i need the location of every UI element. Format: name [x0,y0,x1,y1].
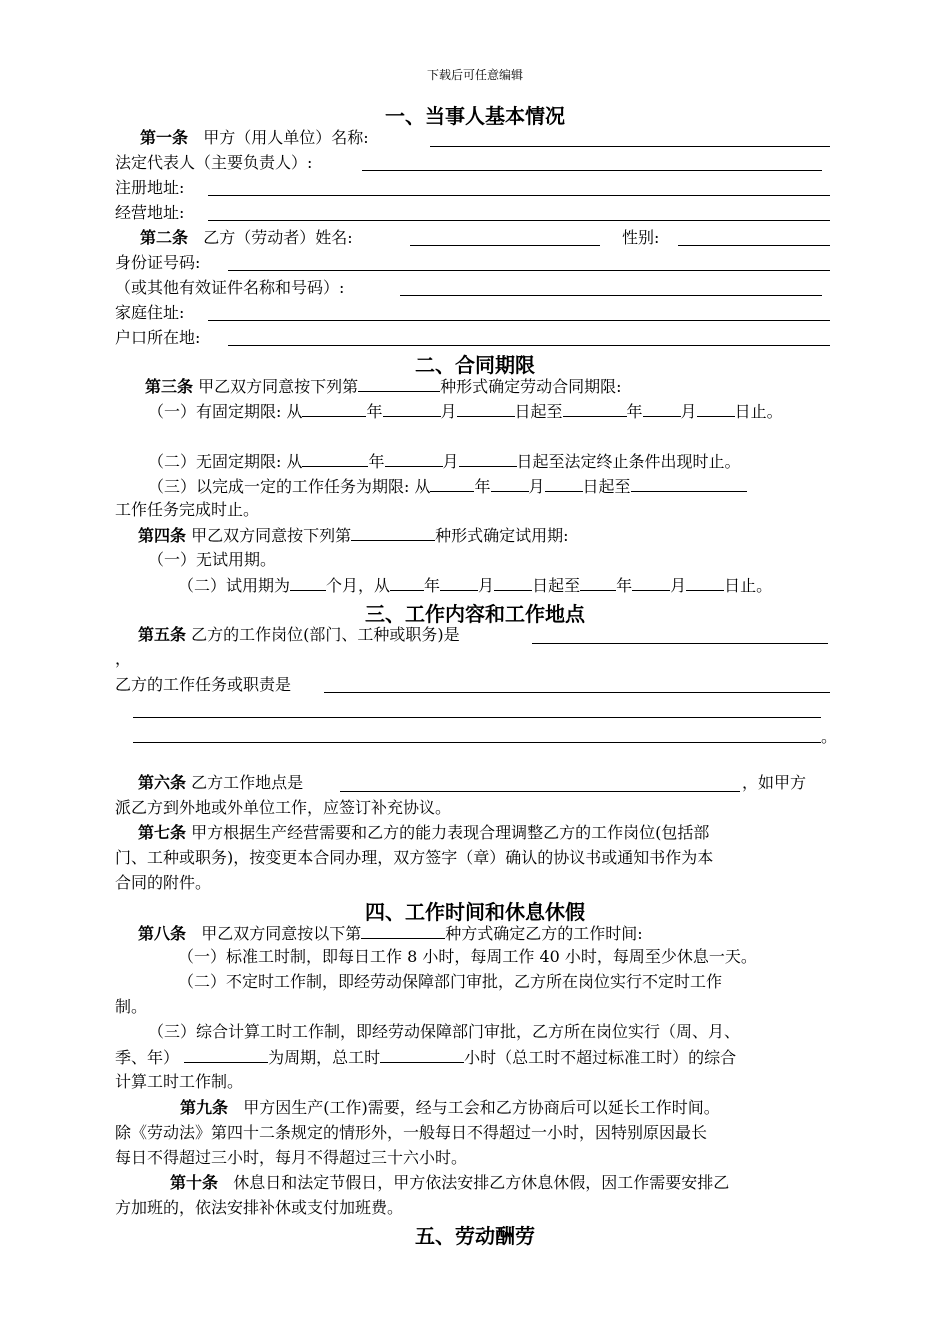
opt1-end: 日止。 [734,402,783,421]
opt2-month: 月 [442,452,459,471]
other-id-label: （或其他有效证件名称和号码）: [115,278,345,297]
opt1-text: （一）有固定期限: 从 [148,402,303,421]
probation-start-day[interactable] [494,574,532,591]
legal-rep-field[interactable] [362,170,822,171]
opt1-month: 月 [440,402,457,421]
article-1-label: 第一条 [140,128,189,147]
probation-start-year[interactable] [390,574,424,591]
total-hours-field[interactable] [380,1046,464,1063]
opt3-start-day[interactable] [545,475,583,492]
duty-period: 。 [821,727,838,746]
article-5 [138,624,460,646]
article-7-line-3: 合同的附件。 [115,873,212,892]
art8-option-3b [115,1046,736,1069]
reg-addr-label: 注册地址: [115,178,185,197]
biz-addr-label: 经营地址: [115,203,185,222]
term-form-field[interactable] [358,375,440,392]
art8-option-2a: （二）不定时工作制，即经劳动保障部门审批，乙方所在岗位实行不定时工作 [178,972,723,991]
article-3 [145,375,622,398]
opt3b-text-c: 小时（总工时不超过标准工时）的综合 [464,1048,737,1067]
article-7-label: 第七条 [138,823,187,842]
opt1-start-year[interactable] [302,400,366,417]
article-10 [170,1172,729,1194]
article-6-line-2: 派乙方到外地或外单位工作，应签订补充协议。 [115,798,452,817]
opt3b-text-b: 为周期，总工时 [268,1048,381,1067]
article-6-tail: ，如甲方 [742,773,807,792]
probation-year-2: 年 [616,576,633,595]
hukou-field[interactable] [228,345,830,346]
other-id-field[interactable] [400,295,822,296]
opt1-from-to: 日起至 [514,402,563,421]
opt1-start-month[interactable] [383,400,441,417]
article-9-line-3: 每日不得超过三小时，每月不得超过三十六小时。 [115,1148,468,1167]
article-7-line-2: 门、工种或职务)，按变更本合同办理，双方签字（章）确认的协议书或通知书作为本 [115,848,714,867]
opt3b-text-a: 季、年） [115,1048,180,1067]
gender-field[interactable] [678,245,830,246]
article-10-line-1: 休息日和法定节假日，甲方依法安排乙方休息休假，因工作需要安排乙 [233,1173,730,1192]
article-8-text-a: 甲乙双方同意按以下第 [201,924,362,943]
probation-month-2: 月 [670,576,687,595]
article-3-text-a: 甲乙双方同意按下列第 [198,377,359,396]
article-9 [180,1097,720,1119]
article-8-label: 第八条 [138,924,187,943]
article-3-label: 第三条 [145,377,194,396]
period-field[interactable] [184,1046,268,1063]
art3-option-1 [148,400,783,423]
opt3-start-month[interactable] [491,475,529,492]
art8-option-2b: 制。 [115,997,148,1016]
probation-to: 日起至 [532,576,581,595]
home-addr-field[interactable] [208,320,830,321]
page-header: 下载后可任意编辑 [426,68,523,82]
section-title-4: 四、工作时间和休息休假 [365,900,585,924]
article-8 [138,922,643,945]
art3-option-3 [148,475,747,498]
job-post-field[interactable] [532,643,828,644]
opt2-start-day[interactable] [459,450,517,467]
article-9-label: 第九条 [180,1098,229,1117]
duty-field-1[interactable] [324,692,830,693]
opt1-year: 年 [366,402,383,421]
probation-year: 年 [424,576,441,595]
duty-field-2[interactable] [133,717,821,718]
opt1-end-day[interactable] [697,400,735,417]
article-5-label: 第五条 [138,625,187,644]
employer-name-field[interactable] [430,146,830,147]
art4-option-2 [178,574,772,597]
section-title-5: 五、劳动酬劳 [415,1224,535,1248]
article-6 [138,772,303,794]
art8-option-3c: 计算工时工作制。 [115,1072,244,1091]
probation-start-month[interactable] [440,574,478,591]
duty-field-3[interactable] [133,742,821,743]
opt2-start-year[interactable] [302,450,368,467]
opt2-start-month[interactable] [385,450,443,467]
section-title-2: 二、合同期限 [415,353,535,377]
probation-month: 月 [478,576,495,595]
probation-months[interactable] [290,574,326,591]
art8-option-3a: （三）综合计算工时工作制，即经劳动保障部门审批，乙方所在岗位实行（周、月、 [148,1022,741,1041]
section-title-3: 三、工作内容和工作地点 [365,602,585,626]
article-5-text: 乙方的工作岗位(部门、工种或职务)是 [191,625,460,644]
opt1-end-year[interactable] [563,400,627,417]
opt1-year-2: 年 [626,402,643,421]
opt3-year: 年 [474,477,491,496]
probation-text: （二）试用期为 [178,576,291,595]
opt2-year: 年 [368,452,385,471]
legal-rep-label: 法定代表人（主要负责人）: [115,153,313,172]
article-9-line-2: 除《劳动法》第四十二条规定的情形外，一般每日不得超过一小时，因特别原因最长 [115,1123,708,1142]
home-addr-label: 家庭住址: [115,303,185,322]
probation-from: 个月，从 [326,576,391,595]
duty-label: 乙方的工作任务或职责是 [115,675,292,694]
article-4 [138,524,569,547]
opt3-to: 日起至 [582,477,631,496]
article-8-text-b: 种方式确定乙方的工作时间: [445,924,643,943]
article-10-line-2: 方加班的，依法安排补休或支付加班费。 [115,1198,404,1217]
probation-form-field[interactable] [351,524,435,541]
opt2-end: 日起至法定终止条件出现时止。 [516,452,741,471]
probation-end-year[interactable] [580,574,616,591]
article-3-text-b: 种形式确定劳动合同期限: [440,377,622,396]
opt1-month-2: 月 [680,402,697,421]
article-2-label: 第二条 [140,228,189,247]
opt3-month: 月 [528,477,545,496]
reg-addr-field[interactable] [208,195,830,196]
article-4-text-a: 甲乙双方同意按下列第 [191,526,352,545]
article-7-line-1: 甲方根据生产经营需要和乙方的能力表现合理调整乙方的工作岗位(包括部 [191,823,710,842]
gender-label: 性别: [622,228,660,247]
art3-option-2 [148,450,741,473]
opt1-start-day[interactable] [457,400,515,417]
art8-option-1: （一）标准工时制，即每日工作 8 小时，每周工作 40 小时，每周至少休息一天。 [178,947,757,966]
article-9-line-1: 甲方因生产(工作)需要，经与工会和乙方协商后可以延长工作时间。 [243,1098,720,1117]
probation-end-month[interactable] [632,574,670,591]
article-6-label: 第六条 [138,773,187,792]
art4-option-1: （一）无试用期。 [148,550,277,569]
hukou-label: 户口所在地: [115,328,201,347]
article-4-text-b: 种形式确定试用期: [435,526,569,545]
employer-name-label: 甲方（用人单位）名称: [203,128,369,147]
article-2 [140,227,353,249]
opt2-text: （二）无固定期限: 从 [148,452,303,471]
opt3-task-field[interactable] [631,475,747,492]
article-4-label: 第四条 [138,526,187,545]
probation-end: 日止。 [724,576,773,595]
probation-end-day[interactable] [686,574,724,591]
work-location-field[interactable] [340,791,740,792]
id-no-field[interactable] [228,270,830,271]
opt3-text: （三）以完成一定的工作任务为期限: 从 [148,477,431,496]
opt3-end: 工作任务完成时止。 [115,500,260,519]
article-10-label: 第十条 [170,1173,219,1192]
opt3-start-year[interactable] [430,475,474,492]
article-6-text: 乙方工作地点是 [191,773,304,792]
biz-addr-field[interactable] [208,220,830,221]
worktime-form-field[interactable] [361,922,445,939]
section-title-1: 一、当事人基本情况 [385,104,565,128]
id-no-label: 身份证号码: [115,253,201,272]
worker-name-field[interactable] [410,245,600,246]
article-1 [140,127,369,149]
worker-name-label: 乙方（劳动者）姓名: [203,228,353,247]
opt1-end-month[interactable] [643,400,681,417]
article-5-comma: ， [115,649,132,668]
article-7 [138,822,709,844]
